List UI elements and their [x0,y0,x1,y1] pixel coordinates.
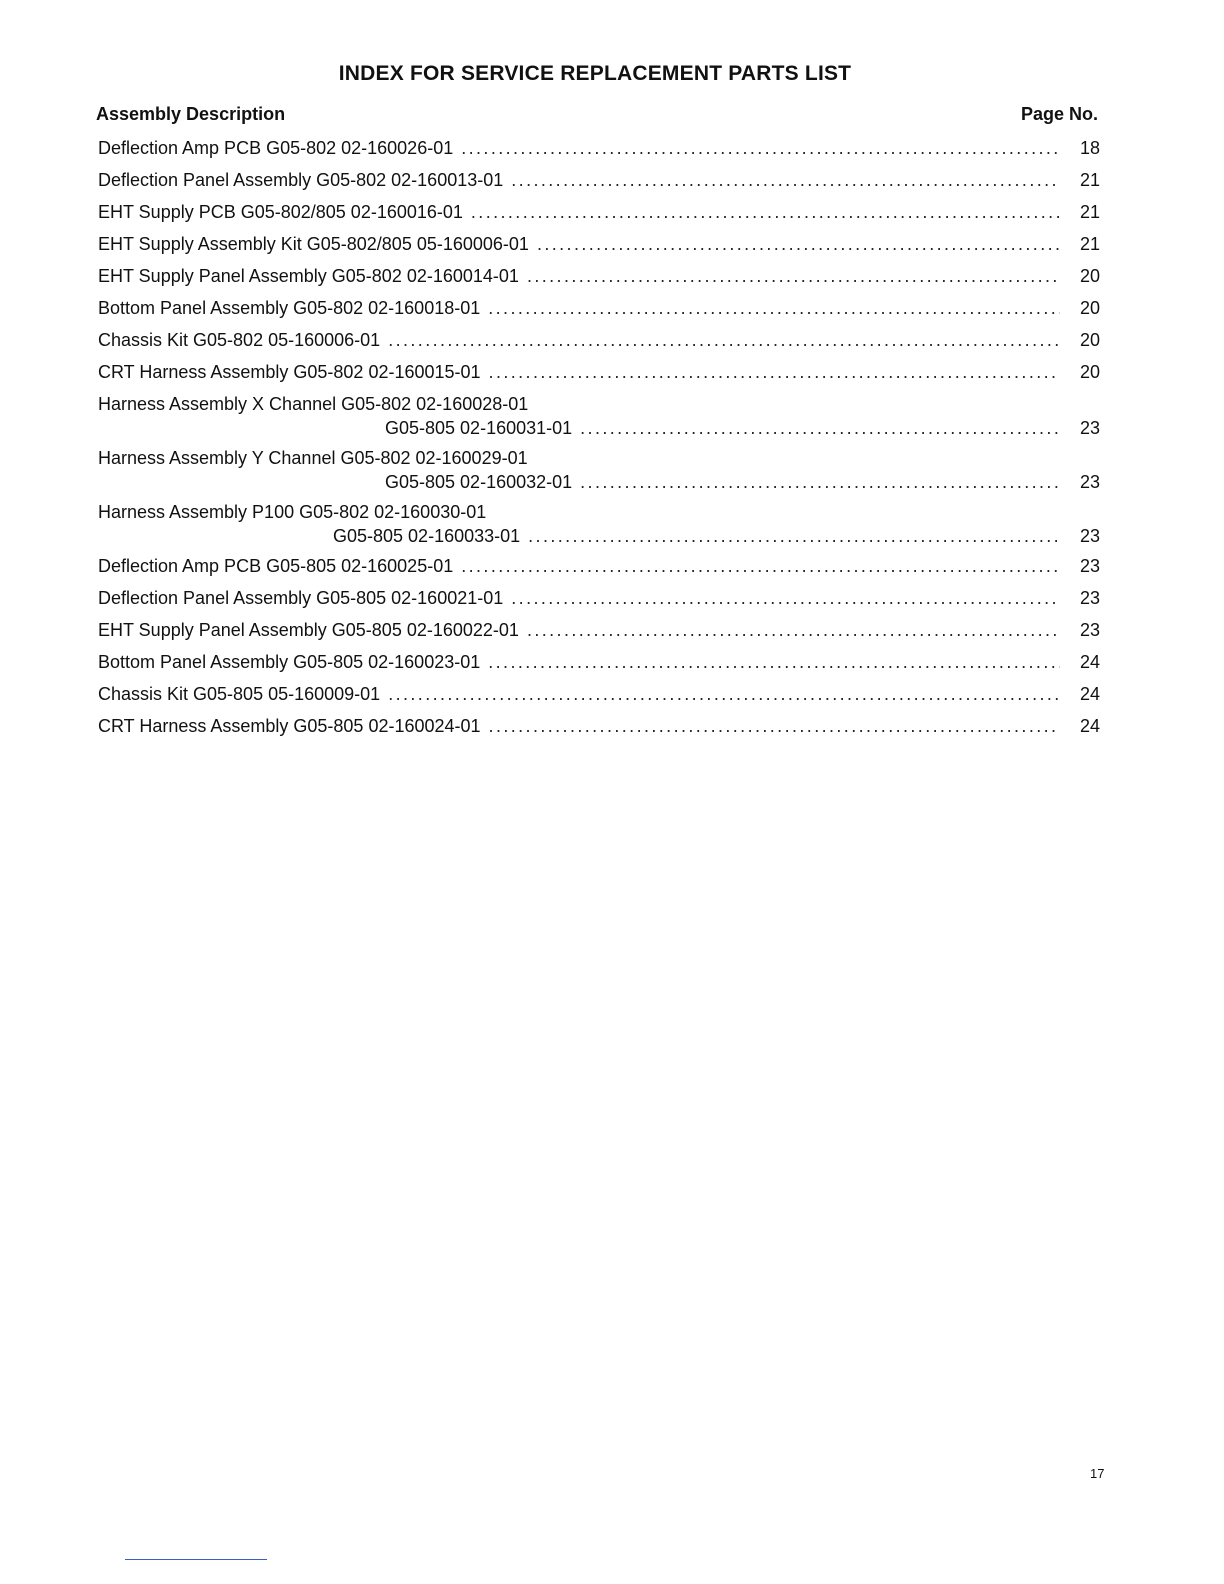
bottom-rule [125,1559,267,1560]
index-entry [98,264,1100,288]
dot-leader [388,682,1060,706]
dot-leader [461,554,1060,578]
entry-description-continued: G05-805 02-160032-01 [385,472,573,492]
entry-page: 24 [1079,652,1100,672]
index-entry-two-line [98,446,1100,494]
entry-description-continued: G05-805 02-160031-01 [385,418,573,438]
dot-leader [580,416,1060,440]
entry-description: Harness Assembly X Channel G05-802 02-160028-01 [98,394,529,414]
entry-description: Chassis Kit G05-802 05-160006-01 [98,330,381,350]
entry-description: Deflection Amp PCB G05-805 02-160025-01 [98,556,454,576]
index-entry [98,586,1100,610]
dot-leader [537,232,1060,256]
dot-leader [511,168,1060,192]
dot-leader [527,264,1060,288]
entry-description: EHT Supply Panel Assembly G05-802 02-160014-01 [98,266,519,286]
entry-description: Chassis Kit G05-805 05-160009-01 [98,684,381,704]
entry-description: Deflection Panel Assembly G05-802 02-160013-01 [98,170,504,190]
entry-description: Bottom Panel Assembly G05-802 02-160018-01 [98,298,481,318]
entry-page: 21 [1079,234,1100,254]
dot-leader [388,328,1060,352]
entry-page: 20 [1079,362,1100,382]
index-list [98,136,1100,746]
index-entry-two-line [98,500,1100,548]
entry-page: 24 [1079,684,1100,704]
entry-page: 21 [1079,202,1100,222]
index-entry [98,136,1100,160]
dot-leader [471,200,1060,224]
dot-leader [489,714,1060,738]
index-entry-two-line [98,392,1100,440]
index-entry [98,232,1100,256]
entry-page: 18 [1079,138,1100,158]
index-entry [98,200,1100,224]
entry-description: EHT Supply PCB G05-802/805 02-160016-01 [98,202,463,222]
entry-page: 23 [1079,620,1100,640]
entry-page: 23 [1079,526,1100,546]
dot-leader [511,586,1060,610]
index-entry [98,682,1100,706]
entry-description: EHT Supply Panel Assembly G05-805 02-160022-01 [98,620,519,640]
entry-description: Deflection Panel Assembly G05-805 02-160021-01 [98,588,504,608]
dot-leader [461,136,1060,160]
entry-description-continued: G05-805 02-160033-01 [333,526,521,546]
entry-description: Harness Assembly Y Channel G05-802 02-160029-01 [98,448,528,468]
entry-page: 23 [1079,588,1100,608]
entry-page: 21 [1079,170,1100,190]
entry-page: 20 [1079,298,1100,318]
entry-page: 23 [1079,472,1100,492]
entry-description: Bottom Panel Assembly G05-805 02-160023-01 [98,652,481,672]
index-entry [98,618,1100,642]
page-header: Page No. [1020,104,1098,124]
entry-page: 24 [1079,716,1100,736]
page-title: INDEX FOR SERVICE REPLACEMENT PARTS LIST [338,62,852,85]
page-number: 17 [1090,1466,1105,1481]
entry-description: Deflection Amp PCB G05-802 02-160026-01 [98,138,454,158]
index-entry [98,360,1100,384]
entry-description: CRT Harness Assembly G05-802 02-160015-01 [98,362,481,382]
entry-description: EHT Supply Assembly Kit G05-802/805 05-160006-01 [98,234,529,254]
dot-leader [580,470,1060,494]
index-entry [98,328,1100,352]
index-entry [98,714,1100,738]
entry-page: 23 [1079,418,1100,438]
entry-page: 23 [1079,556,1100,576]
index-entry [98,296,1100,320]
index-entry [98,168,1100,192]
index-entry [98,554,1100,578]
entry-page: 20 [1079,330,1100,350]
dot-leader [527,618,1060,642]
index-entry [98,650,1100,674]
entry-page: 20 [1079,266,1100,286]
dot-leader [488,296,1060,320]
dot-leader [528,524,1060,548]
dot-leader [488,650,1060,674]
entry-description: Harness Assembly P100 G05-802 02-160030-01 [98,502,487,522]
entry-description: CRT Harness Assembly G05-805 02-160024-01 [98,716,481,736]
dot-leader [489,360,1060,384]
description-header: Assembly Description [96,104,286,124]
